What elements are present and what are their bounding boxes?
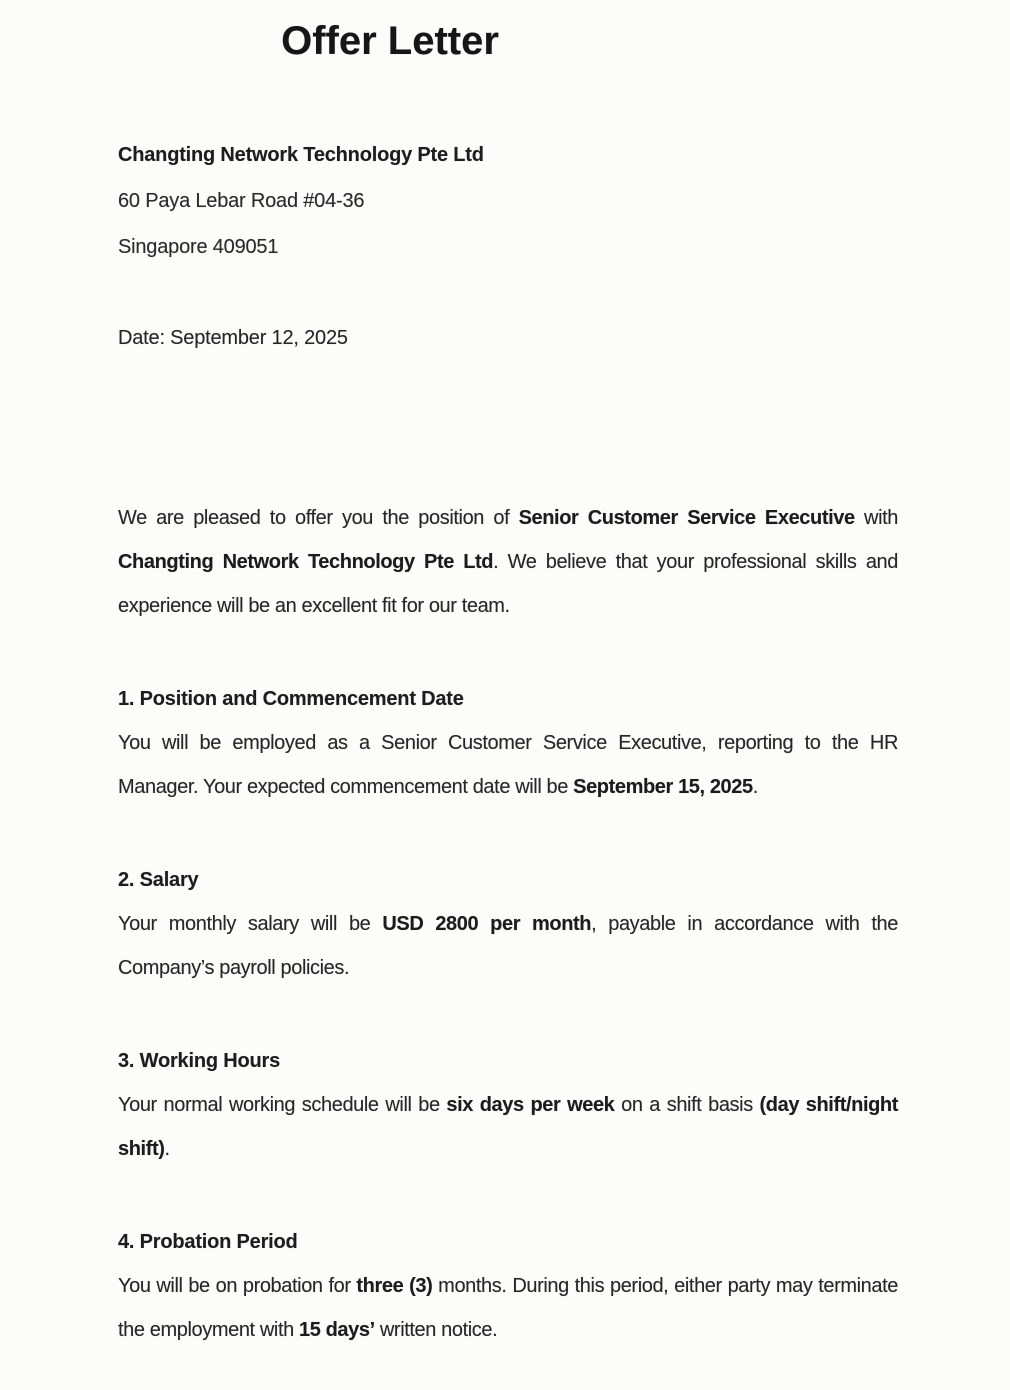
document-content: [118, 132, 898, 1352]
section-body: You will be on probation for three (3) months. During this period, either party may terminate the employment with 15 days’ written notice.: [118, 1275, 899, 1341]
section-heading: 4. Probation Period: [118, 1231, 298, 1253]
section-heading: 3. Working Hours: [118, 1050, 281, 1072]
section-body: Your monthly salary will be USD 2800 per month, payable in accordance with the Company’s payroll policies.: [118, 913, 898, 979]
section-body: Your normal working schedule will be six days per week on a shift basis (day shift/night shift).: [118, 1094, 898, 1160]
section-heading: 2. Salary: [118, 869, 199, 891]
section-body: You will be employed as a Senior Customer Service Executive, reporting to the HR Manager. Your expected commencement date will be September 15, 2025.: [118, 732, 898, 798]
section-position-and-commencement: [118, 677, 898, 809]
page-title: Offer Letter: [281, 19, 499, 63]
section-probation-period: [118, 1220, 898, 1352]
company-address-line-2: Singapore 409051: [118, 236, 279, 258]
intro-paragraph: We are pleased to offer you the position of Senior Customer Service Executive with Changting Network Technology Pte Ltd. We believe that your professional skills and experience will be an excellent fit for our team.: [118, 507, 898, 617]
section-working-hours: [118, 1039, 898, 1171]
company-name: Changting Network Technology Pte Ltd: [118, 144, 484, 166]
section-heading: 1. Position and Commencement Date: [118, 688, 464, 710]
date-line: Date: September 12, 2025: [118, 327, 348, 349]
company-block: [118, 132, 898, 270]
company-address-line-1: 60 Paya Lebar Road #04-36: [118, 190, 365, 212]
section-salary: [118, 858, 898, 990]
